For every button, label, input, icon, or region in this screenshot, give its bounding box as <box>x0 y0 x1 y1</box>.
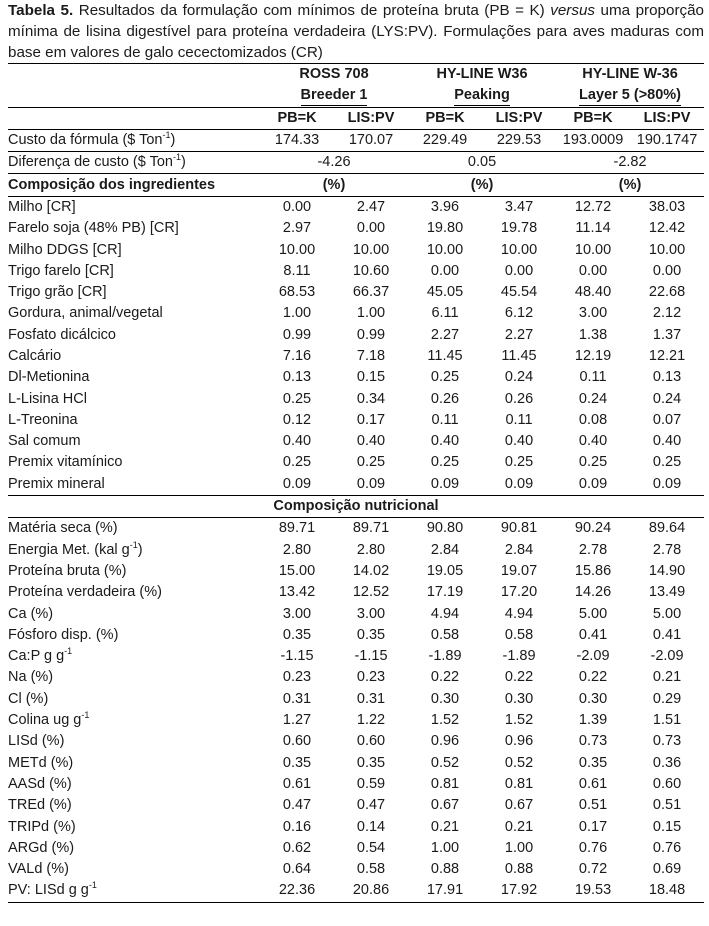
row-label: Diferença de custo ($ Ton$^{-1}$) <box>8 152 260 174</box>
cell: 10.00 <box>352 241 390 258</box>
table-row <box>8 540 704 561</box>
row-label: Gordura, animal/vegetal <box>8 305 163 322</box>
cell: 1.52 <box>504 712 534 729</box>
row-label: Custo da fórmula ($ Ton$^{-1}$) <box>8 129 260 151</box>
header-group-hyline-sub: Peaking <box>408 85 556 107</box>
cell: 174.33 <box>260 129 334 151</box>
cell: -1.89 <box>428 648 462 665</box>
cell: -1.89 <box>502 648 536 665</box>
cell: 0.60 <box>282 733 312 750</box>
cell: 0.52 <box>504 754 534 771</box>
table-row <box>8 474 704 496</box>
row-label: Proteína verdadeira (%) <box>8 584 162 601</box>
cell: 2.27 <box>504 326 534 343</box>
cell: 12.21 <box>648 348 686 364</box>
table-row <box>8 795 704 816</box>
cell: 38.03 <box>648 198 686 215</box>
header-group-layer-sub: Layer 5 (>80%) <box>556 85 704 107</box>
cell: 0.58 <box>504 626 534 643</box>
table-row <box>8 582 704 603</box>
cell: 0.96 <box>430 733 460 750</box>
cell: 0.40 <box>282 433 312 450</box>
caption-label: Tabela 5. <box>8 2 74 19</box>
cell: 0.09 <box>482 474 556 496</box>
cell: 0.96 <box>504 733 534 750</box>
cell: 90.24 <box>574 520 612 537</box>
cell: 89.64 <box>648 520 686 537</box>
cell: 12.19 <box>574 348 612 364</box>
cell: 0.16 <box>282 818 312 835</box>
row-label: Cl (%) <box>8 690 49 707</box>
row-label: Na (%) <box>8 669 54 686</box>
col-header: PB=K <box>408 107 482 129</box>
cell: 0.60 <box>652 775 682 792</box>
row-label: Matéria seca (%) <box>8 520 118 537</box>
cell: 0.17 <box>578 818 608 835</box>
row-label: TREd (%) <box>8 797 72 814</box>
cell: 19.78 <box>500 220 538 237</box>
cell: 0.13 <box>282 369 312 386</box>
cell: 0.58 <box>430 626 460 643</box>
cell: 0.99 <box>282 326 312 343</box>
row-label: Ca:P g $g^{-1}$ <box>8 646 73 665</box>
cell: 89.71 <box>352 520 390 537</box>
cell: 0.40 <box>578 433 608 450</box>
cell: 0.64 <box>282 861 312 878</box>
cell: 8.11 <box>283 262 311 279</box>
col-header: LIS:PV <box>334 107 408 129</box>
cell: 0.08 <box>578 411 608 428</box>
cell: 0.25 <box>430 369 460 386</box>
cost-diff-row <box>8 152 704 174</box>
cell: 1.38 <box>578 326 608 343</box>
cell: 0.15 <box>356 369 386 386</box>
table-row <box>8 667 704 688</box>
cell: 14.02 <box>352 562 390 579</box>
cell: 15.86 <box>574 562 612 579</box>
cell: 0.11 <box>431 411 459 428</box>
cell: 0.25 <box>652 454 682 471</box>
table-row <box>8 282 704 303</box>
cell: 1.52 <box>430 712 460 729</box>
table-row <box>8 689 704 710</box>
cell: 90.80 <box>426 520 464 537</box>
cell: 0.31 <box>282 690 312 707</box>
cell: 0.30 <box>578 690 608 707</box>
cell: 229.53 <box>482 129 556 151</box>
table-row <box>8 388 704 409</box>
cell: 0.67 <box>504 797 534 814</box>
cell: 14.90 <box>648 562 686 579</box>
cell: 0.99 <box>356 326 386 343</box>
table-row <box>8 753 704 774</box>
table-row <box>8 218 704 239</box>
cell: 0.30 <box>430 690 460 707</box>
row-label: Farelo soja (48% PB) [CR] <box>8 220 179 237</box>
cell: 14.26 <box>574 584 612 601</box>
cell: 0.07 <box>652 411 682 428</box>
section-title: Composição nutricional <box>8 495 704 517</box>
table-row <box>8 239 704 260</box>
cell: 0.13 <box>652 369 682 386</box>
cell: 0.73 <box>652 733 682 750</box>
cell: 0.72 <box>578 861 608 878</box>
cell: 1.22 <box>356 712 386 729</box>
cell: 0.51 <box>652 797 682 814</box>
formulation-table <box>8 63 704 903</box>
table-row <box>8 196 704 218</box>
header-row-2 <box>8 85 704 107</box>
cell: 0.00 <box>356 220 386 237</box>
table-row <box>8 325 704 346</box>
cell: 0.30 <box>504 690 534 707</box>
header-group-hyline-w36: HY-LINE W36 <box>408 64 556 86</box>
cell: 0.41 <box>652 626 682 643</box>
cell: 0.23 <box>356 669 386 686</box>
table-row <box>8 880 704 902</box>
col-header: PB=K <box>260 107 334 129</box>
cell: 2.84 <box>430 541 460 558</box>
table-row <box>8 646 704 667</box>
cell: 17.92 <box>482 880 556 902</box>
cell: 0.00 <box>430 262 460 279</box>
cell: 0.69 <box>652 861 682 878</box>
row-label: METd (%) <box>8 754 74 771</box>
cell: 17.19 <box>426 584 464 601</box>
cell: 2.47 <box>356 198 386 215</box>
cell: 5.00 <box>652 605 682 622</box>
table-row <box>8 859 704 880</box>
cell: 0.41 <box>578 626 608 643</box>
cell: 17.91 <box>408 880 482 902</box>
cell: 0.61 <box>578 775 608 792</box>
cell: 3.00 <box>282 605 312 622</box>
cell: 0.52 <box>430 754 460 771</box>
cell: 4.94 <box>504 605 534 622</box>
header-group-ross: ROSS 708 <box>260 64 408 86</box>
cell: 0.35 <box>282 754 312 771</box>
cell: 0.00 <box>282 198 312 215</box>
cell: 0.22 <box>430 669 460 686</box>
cell: 10.00 <box>500 241 538 258</box>
cell: 0.25 <box>504 454 534 471</box>
cell: 0.21 <box>430 818 460 835</box>
table-caption <box>8 0 704 63</box>
col-header: PB=K <box>556 107 630 129</box>
table-row <box>8 346 704 367</box>
table-row <box>8 774 704 795</box>
cell: 2.80 <box>356 541 386 558</box>
cell: 0.11 <box>579 369 607 386</box>
header-row-1 <box>8 64 704 86</box>
row-label: Trigo farelo [CR] <box>8 262 114 279</box>
cell: 20.86 <box>334 880 408 902</box>
cell: 12.42 <box>648 220 686 237</box>
cell: 0.21 <box>652 669 682 686</box>
table-row <box>8 452 704 473</box>
cell: 0.11 <box>505 411 533 428</box>
col-header: LIS:PV <box>482 107 556 129</box>
cell: 10.00 <box>278 241 316 258</box>
cell: 0.47 <box>356 797 386 814</box>
cell: 4.94 <box>430 605 460 622</box>
table-row <box>8 816 704 837</box>
cell: 3.47 <box>504 198 534 215</box>
table-row <box>8 710 704 731</box>
header-row-3 <box>8 107 704 129</box>
cell: 0.58 <box>356 861 386 878</box>
cell: 0.40 <box>356 433 386 450</box>
section-title: Composição dos ingredientes <box>8 174 260 196</box>
row-label: Milho [CR] <box>8 198 76 215</box>
row-label: L-Treonina <box>8 411 78 428</box>
cell: 0.09 <box>334 474 408 496</box>
cell: 0.81 <box>430 775 460 792</box>
cell: 0.23 <box>282 669 312 686</box>
row-label: Fosfato dicálcico <box>8 326 116 343</box>
cell: 2.84 <box>504 541 534 558</box>
cell: 7.18 <box>356 348 386 364</box>
row-label: Colina ug $g^{-1}$ <box>8 710 90 729</box>
cell: 0.62 <box>282 839 312 856</box>
section-unit: (%) <box>260 174 408 196</box>
cell: 0.00 <box>504 262 534 279</box>
table-row <box>8 303 704 324</box>
cell: 1.37 <box>652 326 682 343</box>
cell: 0.09 <box>556 474 630 496</box>
cell: -2.09 <box>576 648 610 665</box>
cell: 2.78 <box>578 541 608 558</box>
row-label: Premix mineral <box>8 474 260 496</box>
cell: 48.40 <box>574 284 612 301</box>
cell: 0.22 <box>578 669 608 686</box>
cell: 190.1747 <box>630 129 704 151</box>
cell: 10.00 <box>574 241 612 258</box>
cell: 2.12 <box>652 305 682 322</box>
cell: -1.15 <box>280 648 314 665</box>
cell: 45.54 <box>500 284 538 301</box>
cell: 2.80 <box>282 541 312 558</box>
row-label: LISd (%) <box>8 733 65 750</box>
cell: 3.00 <box>578 305 608 322</box>
row-label: VALd (%) <box>8 861 69 878</box>
cell: 0.26 <box>430 390 460 407</box>
cell: 0.25 <box>356 454 386 471</box>
cell: 0.40 <box>430 433 460 450</box>
cell: 0.88 <box>430 861 460 878</box>
row-label: PV: LISd g $g^{-1}$ <box>8 880 260 902</box>
caption-text-b: uma proporção mínima de lisina digestível para proteína verdadeira (LYS:PV). Formulações para aves maduras com base em valores de galo cecectomizados (CR) <box>8 2 704 61</box>
table-row <box>8 410 704 431</box>
cell: 2.97 <box>282 220 312 237</box>
row-label: Fósforo disp. (%) <box>8 626 119 643</box>
table-row <box>8 731 704 752</box>
cell: 1.00 <box>356 305 386 322</box>
cell: 1.51 <box>652 712 682 729</box>
cell: 0.14 <box>356 818 386 835</box>
cell: 1.27 <box>282 712 312 729</box>
cell: 0.47 <box>282 797 312 814</box>
cell: 1.00 <box>504 839 534 856</box>
cell: 0.76 <box>578 839 608 856</box>
row-label: AASd (%) <box>8 775 72 792</box>
header-group-hyline-w36-layer: HY-LINE W-36 <box>556 64 704 86</box>
cell: 0.40 <box>504 433 534 450</box>
header-group-ross-sub: Breeder 1 <box>260 85 408 107</box>
cell: 12.52 <box>352 584 390 601</box>
row-label: Milho DDGS [CR] <box>8 241 122 258</box>
cell: -1.15 <box>354 648 388 665</box>
caption-text-a: Resultados da formulação com mínimos de proteína bruta (PB = K) <box>73 2 551 19</box>
table-row <box>8 603 704 624</box>
cell: 5.00 <box>578 605 608 622</box>
cell: 0.25 <box>578 454 608 471</box>
cell: -4.26 <box>260 152 408 174</box>
cell: 1.39 <box>578 712 608 729</box>
cell: 0.67 <box>430 797 460 814</box>
cell: 0.76 <box>652 839 682 856</box>
cell: 66.37 <box>352 284 390 301</box>
cell: 0.15 <box>652 818 682 835</box>
cell: 193.0009 <box>556 129 630 151</box>
table-row <box>8 431 704 452</box>
cell: 0.40 <box>652 433 682 450</box>
cell: 3.00 <box>356 605 386 622</box>
section-unit: (%) <box>408 174 556 196</box>
cell: 22.36 <box>260 880 334 902</box>
row-label: Sal comum <box>8 433 81 450</box>
cell: 89.71 <box>278 520 316 537</box>
cell: 90.81 <box>500 520 538 537</box>
cell: 18.48 <box>630 880 704 902</box>
cell: 0.21 <box>504 818 534 835</box>
cell: 45.05 <box>426 284 464 301</box>
row-label: Premix vitamínico <box>8 454 123 471</box>
cell: -2.09 <box>650 648 684 665</box>
cell: 22.68 <box>648 284 686 301</box>
cell: 19.53 <box>556 880 630 902</box>
table-row <box>8 625 704 646</box>
cell: 17.20 <box>500 584 538 601</box>
table-row <box>8 367 704 388</box>
cell: 0.81 <box>504 775 534 792</box>
cell: 19.05 <box>426 562 464 579</box>
cell: 0.25 <box>282 454 312 471</box>
cell: 13.42 <box>278 584 316 601</box>
cell: 0.59 <box>356 775 386 792</box>
section-unit: (%) <box>556 174 704 196</box>
cell: 12.72 <box>574 198 612 215</box>
table-row <box>8 838 704 859</box>
cell: 10.60 <box>352 262 390 279</box>
cell: 0.09 <box>630 474 704 496</box>
cell: 0.35 <box>578 754 608 771</box>
cell: 13.49 <box>648 584 686 601</box>
cell: 3.96 <box>430 198 460 215</box>
cell: 15.00 <box>278 562 316 579</box>
cell: 0.29 <box>652 690 682 707</box>
cell: 19.07 <box>500 562 538 579</box>
cell: 0.73 <box>578 733 608 750</box>
cell: 0.54 <box>356 839 386 856</box>
cell: 0.88 <box>504 861 534 878</box>
table-row <box>8 261 704 282</box>
cost-row <box>8 129 704 151</box>
cell: 6.11 <box>431 305 459 322</box>
cell: 0.24 <box>652 390 682 407</box>
cell: 1.00 <box>430 839 460 856</box>
cell: 0.61 <box>282 775 312 792</box>
cell: 11.45 <box>427 348 463 364</box>
cell: 0.35 <box>282 626 312 643</box>
table-row <box>8 561 704 582</box>
cell: 0.12 <box>282 411 312 428</box>
cell: 0.34 <box>356 390 386 407</box>
cell: 10.00 <box>426 241 464 258</box>
row-label: Energia Met. (kal $g^{-1}$) <box>8 539 143 558</box>
row-label: Trigo grão [CR] <box>8 284 107 301</box>
cell: 0.35 <box>356 754 386 771</box>
row-label: Proteína bruta (%) <box>8 562 127 579</box>
cell: 0.17 <box>356 411 386 428</box>
cell: 0.25 <box>430 454 460 471</box>
cell: 0.09 <box>408 474 482 496</box>
cell: 2.27 <box>430 326 460 343</box>
cell: 0.05 <box>408 152 556 174</box>
nutrition-section-row <box>8 495 704 517</box>
cell: 229.49 <box>408 129 482 151</box>
cell: 11.14 <box>575 220 611 237</box>
cell: 19.80 <box>426 220 464 237</box>
cell: 0.09 <box>260 474 334 496</box>
cell: 0.51 <box>578 797 608 814</box>
caption-italic: versus <box>550 2 595 19</box>
cell: 0.25 <box>282 390 312 407</box>
cell: 11.45 <box>501 348 537 364</box>
cell: 2.78 <box>652 541 682 558</box>
cell: 170.07 <box>334 129 408 151</box>
cell: 0.00 <box>652 262 682 279</box>
table-row <box>8 518 704 540</box>
row-label: TRIPd (%) <box>8 818 76 835</box>
cell: 0.60 <box>356 733 386 750</box>
cell: 0.31 <box>356 690 386 707</box>
cell: 0.35 <box>356 626 386 643</box>
row-label: L-Lisina HCl <box>8 390 87 407</box>
cell: -2.82 <box>556 152 704 174</box>
cell: 68.53 <box>278 284 316 301</box>
cell: 0.36 <box>652 754 682 771</box>
cell: 7.16 <box>282 348 312 364</box>
cell: 0.22 <box>504 669 534 686</box>
row-label: ARGd (%) <box>8 839 75 856</box>
row-label: Calcário <box>8 348 62 364</box>
cell: 0.26 <box>504 390 534 407</box>
row-label: Ca (%) <box>8 605 54 622</box>
cell: 0.00 <box>578 262 608 279</box>
row-label: Dl-Metionina <box>8 369 90 386</box>
cell: 10.00 <box>648 241 686 258</box>
cell: 0.24 <box>504 369 534 386</box>
cell: 6.12 <box>504 305 534 322</box>
ingredients-section-row <box>8 174 704 196</box>
cell: 0.24 <box>578 390 608 407</box>
cell: 1.00 <box>282 305 312 322</box>
col-header: LIS:PV <box>630 107 704 129</box>
